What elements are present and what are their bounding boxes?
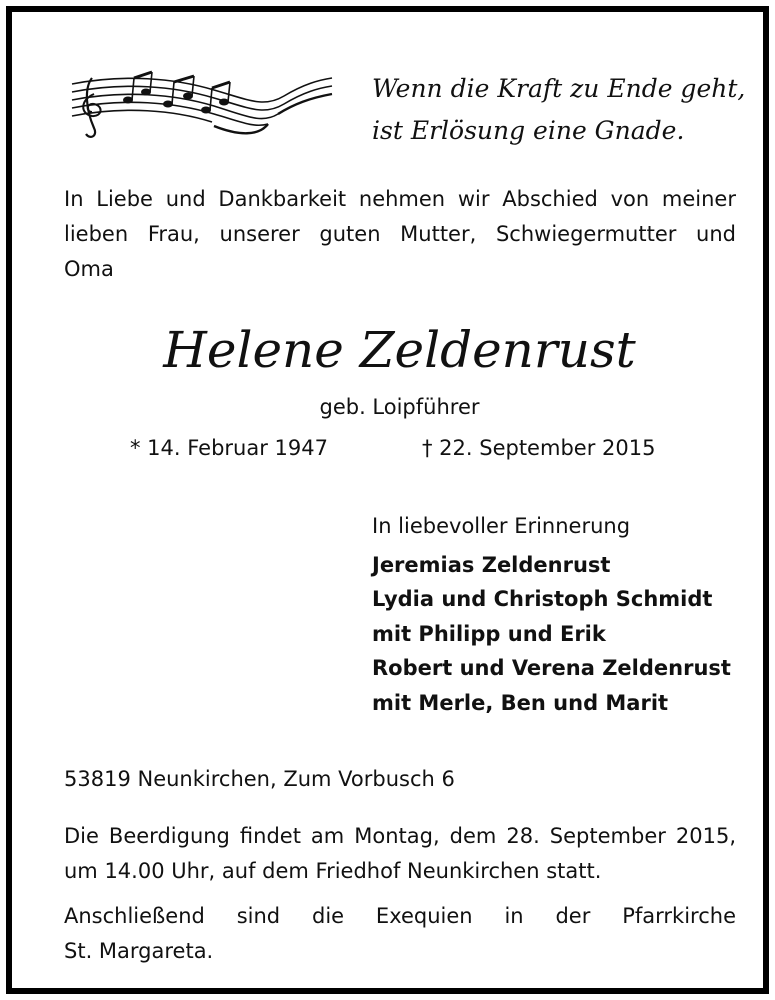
funeral-line: St. Margareta. [64, 939, 214, 963]
funeral-line: um 14.00 Uhr, auf dem Friedhof Neunkirchen statt. [64, 859, 602, 883]
funeral-notice [64, 819, 736, 969]
family-member: mit Merle, Ben und Marit [372, 690, 669, 715]
maiden-name: geb. Loipführer [319, 395, 480, 419]
intro-line: lieben Frau, unserer guten Mutter, Schwiegermutter und [64, 222, 736, 246]
intro-line: Oma [64, 257, 114, 281]
family-heading: In liebevoller Erinnerung [372, 514, 631, 538]
funeral-paragraph [64, 819, 736, 889]
obituary-frame [6, 6, 769, 994]
motto-line: ist Erlösung eine Gnade. [372, 116, 685, 145]
motto-line: Wenn die Kraft zu Ende geht, [372, 74, 746, 103]
funeral-line: Die Beerdigung findet am Montag, dem 28. September 2015, [64, 824, 736, 848]
family-member: Robert und Verena Zeldenrust [372, 656, 731, 680]
intro-text [64, 182, 736, 287]
family-member: mit Philipp und Erik [372, 621, 606, 646]
deceased-name: Helene Zeldenrust [163, 321, 636, 379]
address: 53819 Neunkirchen, Zum Vorbusch 6 [64, 767, 455, 791]
intro-line: In Liebe und Dankbarkeit nehmen wir Abschied von meiner [64, 187, 736, 211]
family-member: Jeremias Zeldenrust [372, 552, 611, 577]
birth-date: * 14. Februar 1947 [130, 436, 328, 460]
motto [372, 68, 745, 152]
family-member: Lydia und Christoph Schmidt [372, 587, 713, 611]
death-date: † 22. September 2015 [422, 436, 656, 460]
music-notes-icon [64, 70, 334, 142]
family-section [372, 509, 731, 720]
funeral-line: Anschließend sind die Exequien in der Pfarrkirche [64, 904, 736, 928]
funeral-paragraph [64, 899, 736, 969]
